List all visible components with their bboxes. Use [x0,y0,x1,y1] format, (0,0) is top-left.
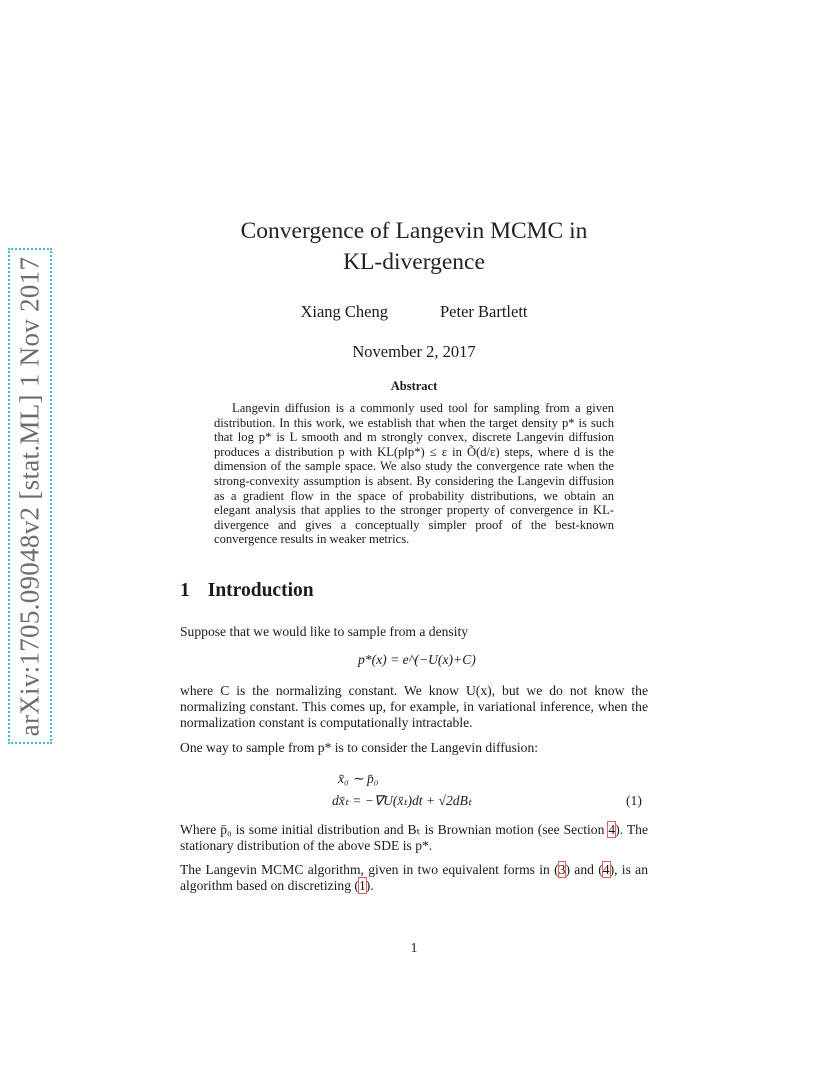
title-line-1: Convergence of Langevin MCMC in [240,218,588,244]
section-title: Introduction [207,580,314,601]
arxiv-id: arXiv:1705.09048v2 [stat.ML] 1 Nov 2017 [14,256,45,736]
equation-init: x̄₀ ∼ p̄₀ [338,771,379,786]
paragraph-5 [180,862,648,894]
section-heading [180,580,314,602]
paragraph-2: where C is the normalizing constant. We know U(x), but we do not know the normalizing constant. This comes up, for example, in variational inference, when the normalization constant is computationally intractable. [180,683,648,730]
author-2: Peter Bartlett [440,302,528,321]
arxiv-stamp [8,248,52,744]
equation-number: (1) [626,793,642,808]
equation-ref-link-3[interactable]: 3 [558,862,566,877]
title-line-2: KL-divergence [343,249,485,275]
paragraph-5-text-c: ). [365,878,374,893]
equation-ref-link-1[interactable]: 1 [358,878,366,893]
paragraph-5-text-b: ), is an algorithm based on discretizing ( [180,862,648,893]
section-number: 1 [180,580,190,601]
paper-title [180,216,648,278]
paper-date: November 2, 2017 [352,342,476,361]
paragraph-1: Suppose that we would like to sample from a density [180,624,469,639]
section-ref-link[interactable]: 4 [608,822,616,837]
author-1: Xiang Cheng [300,302,388,321]
paragraph-3: One way to sample from p* is to consider the Langevin diffusion: [180,740,539,755]
paragraph-4 [180,822,648,854]
equation-sde: dx̄ₜ = −∇U(x̄ₜ)dt + √2dBₜ [332,793,472,808]
paragraph-4-text-a: Where p̄₀ is some initial distribution and Bₜ is Brownian motion (see Section [180,822,609,837]
equation-ref-link-4[interactable]: 4 [602,862,610,877]
equation-density: p*(x) = e^(−U(x)+C) [358,652,476,667]
paragraph-5-text-mid: ) and ( [565,862,603,877]
paragraph-5-text-a: The Langevin MCMC algorithm, given in two equivalent forms in ( [180,862,559,877]
abstract-text: Langevin diffusion is a commonly used tool for sampling from a given distribution. In this work, we establish that when the target density p* is such that log p* is L smooth and m strongly convex, discrete Langevin diffusion produces a distribution p with KL(p‖p*) ≤ ε in Õ(d/ε) steps, where d is the dimension of the sample space. We also study the convergence rate when the strong-convexity assumption is absent. By considering the Langevin diffusion as a gradient flow in the space of probability distributions, we obtain an elegant analysis that applies to the stronger property of convergence in KL-divergence and gives a conceptually simpler proof of the best-known convergence results in weaker metrics. [214,401,614,547]
page-number: 1 [410,940,418,955]
abstract-heading: Abstract [390,379,438,393]
paragraph-4-text-b: ). The stationary distribution of the above SDE is p*. [180,822,648,853]
author-list [180,302,648,322]
